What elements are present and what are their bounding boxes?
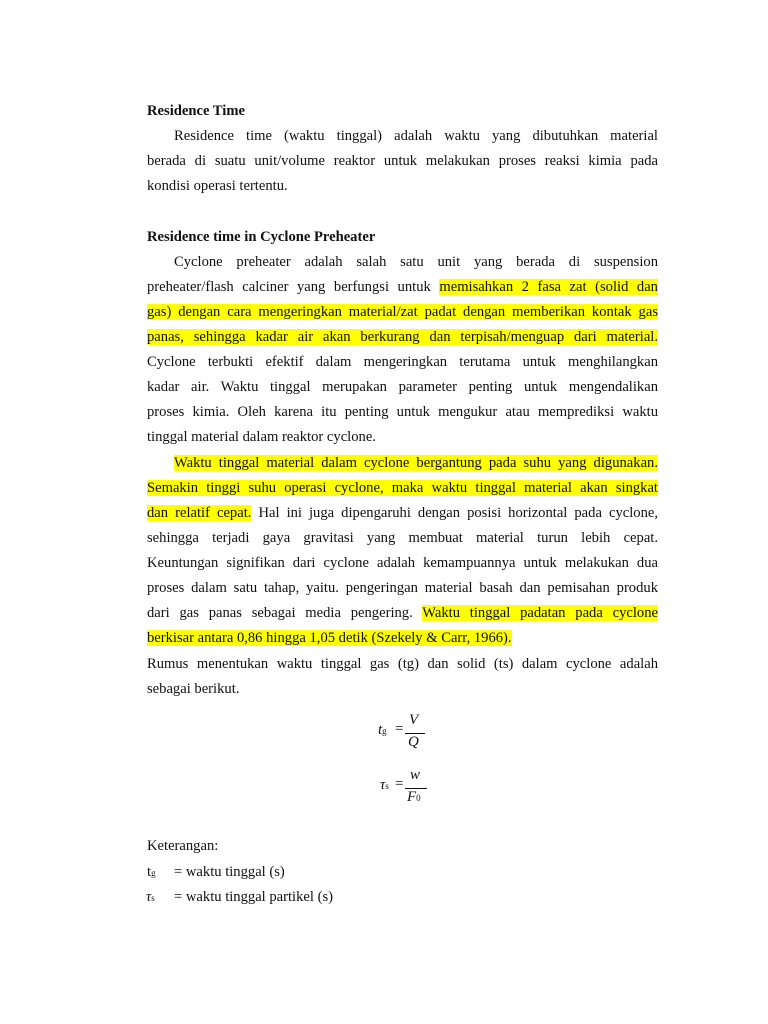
paragraph-line: Cyclone preheater adalah salah satu unit yang berada di suspension — [174, 254, 658, 270]
paragraph-line: proses dalam satu tahap, yaitu. pengeringan material basah dan pemisahan produk — [147, 580, 658, 596]
paragraph-line — [174, 451, 658, 476]
paragraph-line — [147, 476, 658, 501]
highlighted-text: berkisar antara 0,86 hingga 1,05 detik (Szekely & Carr, 1966). — [147, 630, 512, 646]
highlighted-text: Semakin tinggi suhu operasi cyclone, maka waktu tinggal material akan singkat — [147, 480, 658, 496]
eq2-denominator: F0 — [407, 789, 421, 805]
paragraph-line: kondisi operasi tertentu. — [147, 178, 288, 194]
legend-description: = waktu tinggal (s) — [174, 864, 285, 880]
eq2-fraction — [405, 767, 427, 809]
text-run: preheater/flash calciner yang berfungsi untuk — [147, 279, 440, 295]
paragraph-line: kadar air. Waktu tinggal merupakan parameter penting untuk mengendalikan — [147, 379, 658, 395]
eq2-numerator: w — [410, 767, 421, 783]
paragraph-line: Residence time (waktu tinggal) adalah waktu yang dibutuhkan material — [174, 128, 658, 144]
paragraph-line: sebagai berikut. — [147, 681, 240, 697]
paragraph-line — [147, 325, 658, 350]
highlighted-text: panas, sehingga kadar air akan berkurang dan terpisah/menguap dari material. — [147, 329, 658, 345]
paragraph-line: sehingga terjadi gaya gravitasi yang membuat material turun lebih cepat. — [147, 530, 658, 546]
paragraph-line: berada di suatu unit/volume reaktor untuk melakukan proses reaksi kimia pada — [147, 153, 658, 169]
paragraph-line: proses kimia. Oleh karena itu penting untuk mengukur atau memprediksi waktu — [147, 404, 658, 420]
eq2-lhs: τs — [380, 777, 389, 793]
legend-symbol: tg — [147, 864, 156, 880]
highlighted-text: Waktu tinggal padatan pada cyclone — [422, 605, 658, 621]
paragraph-line — [147, 300, 658, 325]
paragraph-line — [147, 501, 658, 526]
paragraph-line: Rumus menentukan waktu tinggal gas (tg) dan solid (ts) dalam cyclone adalah — [147, 656, 658, 672]
eq1-lhs: tg — [378, 722, 387, 738]
paragraph-line: Cyclone terbukti efektif dalam mengeringkan terutama untuk menghilangkan — [147, 354, 658, 370]
eq1-denominator: Q — [408, 734, 419, 750]
heading-residence-time: Residence Time — [147, 103, 245, 119]
highlighted-text: memisahkan 2 fasa zat (solid dan — [439, 279, 658, 295]
heading-cyclone-preheater: Residence time in Cyclone Preheater — [147, 229, 376, 245]
highlighted-text: gas) dengan cara mengeringkan material/zat padat dengan memberikan kontak gas — [147, 304, 658, 320]
legend-symbol: τs — [146, 889, 155, 905]
paragraph-line — [147, 626, 658, 651]
text-run: dari gas panas sebagai media pengering. — [147, 605, 423, 621]
paragraph-line — [147, 275, 658, 300]
eq1-fraction — [405, 712, 425, 754]
text-run: Hal ini juga dipengaruhi dengan posisi horizontal pada cyclone, — [251, 505, 659, 521]
legend-title: Keterangan: — [147, 838, 219, 854]
paragraph-line: Keuntungan signifikan dari cyclone adalah kemampuannya untuk melakukan dua — [147, 555, 658, 571]
legend-description: = waktu tinggal partikel (s) — [174, 889, 333, 905]
paragraph-line: tinggal material dalam reaktor cyclone. — [147, 429, 376, 445]
paragraph-line — [147, 601, 658, 626]
highlighted-text: Waktu tinggal material dalam cyclone bergantung pada suhu yang digunakan. — [174, 455, 658, 471]
eq1-operator: = — [395, 721, 404, 737]
highlighted-text: dan relatif cepat. — [147, 505, 252, 521]
eq2-operator: = — [395, 776, 404, 792]
eq1-numerator: V — [409, 712, 419, 728]
